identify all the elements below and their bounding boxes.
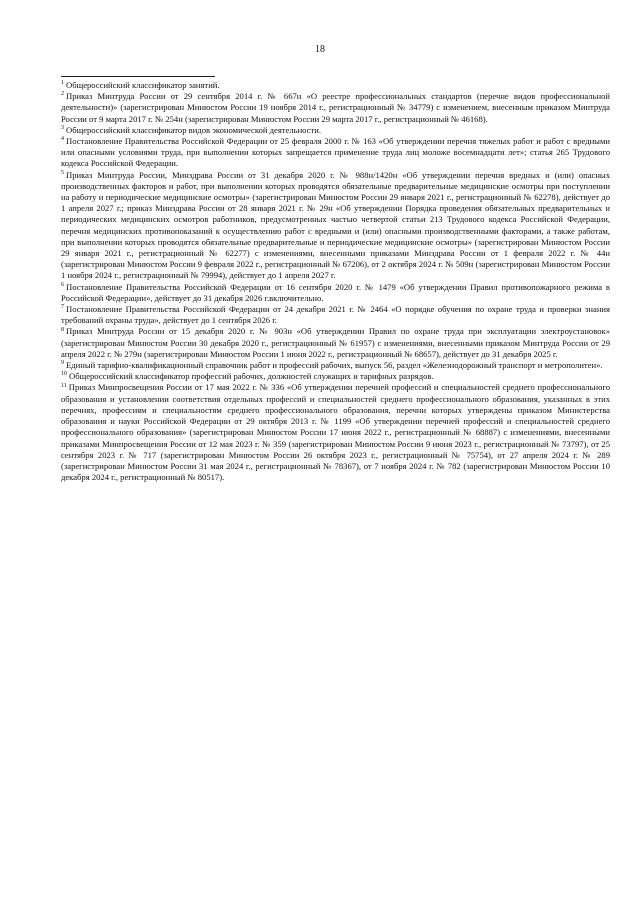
footnote-10 <box>61 371 610 382</box>
footnote-text: Постановление Правительства Российской Федерации от 24 декабря 2021 г. № 2464 «О порядке обучения по охране труда и проверки знания требований охраны труда», действует до 1 сентября 2026 г. <box>61 304 610 326</box>
footnote-3 <box>61 125 610 136</box>
footnote-text: Общероссийский классификатор видов экономической деятельности. <box>66 124 321 135</box>
footnote-5 <box>61 170 610 282</box>
footnote-11 <box>61 382 610 483</box>
footnote-number: 11 <box>61 382 67 389</box>
footnote-number: 7 <box>61 304 64 311</box>
footnote-number: 5 <box>61 169 64 176</box>
footnote-text: Постановление Правительства Российской Федерации от 16 сентября 2020 г. № 1479 «Об утверждении Правил противопожарного режима в Российской Федерации», действует до 31 декабря 2026 г.включительно. <box>61 281 610 303</box>
footnote-number: 9 <box>61 360 64 367</box>
footnote-6 <box>61 282 610 304</box>
footnote-text: Общероссийский классификатор профессий рабочих, должностей служащих и тарифных разрядов. <box>69 371 434 382</box>
footnote-separator <box>61 76 215 77</box>
footnote-text: Постановление Правительства Российской Федерации от 25 февраля 2000 г. № 163 «Об утверждении перечня тяжелых работ и работ с вредными или опасными условиями труда, при выполнении которых запрещается применение труда лиц моложе восемнадцати лет»; статья 265 Трудового кодекса Российской Федерации. <box>61 136 610 169</box>
footnote-text: Приказ Минтруда России от 15 декабря 2020 г. № 903н «Об утверждении Правил по охране труда при эксплуатации электроустановок» (зарегистрирован Минюстом России 30 декабря 2020 г., регистрационный № 61957) с изменениями, внесенными приказом Минтруда России от 29 апреля 2022 г. № 279н (зарегистрирован Минюстом России 1 июня 2022 г., регистрационный № 68657), действует до 31 декабря 2025 г. <box>61 326 610 359</box>
page-number: 18 <box>315 44 325 55</box>
footnote-text: Общероссийский классификатор занятий. <box>66 80 220 90</box>
footnote-9 <box>61 360 610 371</box>
footnote-text: Приказ Минтруда России от 29 сентября 2014 г. № 667н «О реестре профессиональных стандартов (перечне видов профессиональной деятельности)» (зарегистрирован Минюстом России 19 ноября 2014 г., регистрационный № 34779) с изменением, внесенным приказом Минтруда России от 9 марта 2017 г. № 254н (зарегистрирован Минюстом России 29 марта 2017 г., регистрационный № 46168). <box>61 91 610 124</box>
footnote-number: 1 <box>61 80 64 87</box>
footnote-number: 3 <box>61 124 64 131</box>
footnote-2 <box>61 91 610 125</box>
footnote-1 <box>61 80 610 91</box>
footnote-text: Приказ Минтруда России, Минздрава России от 31 декабря 2020 г. № 988н/1420н «Об утверждении перечня вредных и (или) опасных производственных факторов и работ, при выполнении которых проводятся обязательные предварительные медицинские осмотры при поступлении на работу и периодические медицинские осмотры» (зарегистрирован Минюстом России 29 января 2021 г., регистрационный № 62278), действует до 1 апреля 2027 г.; приказ Минздрава России от 28 января 2021 г. № 29н «Об утверждении Порядка проведения обязательных предварительных и периодических медицинских осмотров работников, предусмотренных частью четвертой статьи 213 Трудового кодекса Российской Федерации, перечня медицинских противопоказаний к осуществлению работ с вредными и (или) опасными производственными факторами, а также работам, при выполнении которых проводятся обязательные предварительные и периодические медицинские осмотры» (зарегистрирован Минюстом России 29 января 2021 г., регистрационный № 62277) с изменениями, внесенными приказами Минздрава России от 1 февраля 2022 г. № 44н (зарегистрирован Минюстом России 9 февраля 2022 г., регистрационный № 67206), от 2 октября 2024 г. № 509н (зарегистрирован Минюстом России 1 ноября 2024 г., регистрационный № 79994), действует до 1 апреля 2027 г. <box>61 169 610 281</box>
footnote-number: 10 <box>61 371 67 378</box>
footnote-8 <box>61 326 610 360</box>
footnote-text: Приказ Минпросвещения России от 17 мая 2022 г. № 336 «Об утверждении перечней профессий и специальностей среднего профессионального образования и установлении соответствия отдельных профессий и специальностей среднего профессионального образования, указанных в этих перечнях, профессиям и специальностям среднего профессионального образования, перечни которых утверждены приказом Министерства образования и науки Российской Федерации от 29 октября 2013 г. № 1199 «Об утверждении перечней профессий и специальностей среднего профессионального образования» (зарегистрирован Минюстом России 17 июня 2022 г., регистрационный № 68887) с изменениями, внесенными приказами Минпросвещения России от 12 мая 2023 г. № 359 (зарегистрирован Минюстом России 9 июня 2023 г., регистрационный № 73797), от 25 сентября 2023 г. № 717 (зарегистрирован Минюстом России 26 октября 2023 г., регистрационный № 75754), от 27 апреля 2024 г. № 289 (зарегистрирован Минюстом России 31 мая 2024 г., регистрационный № 78367), от 7 ноября 2024 г. № 782 (зарегистрирован Минюстом России 10 декабря 2024 г., регистрационный № 80517). <box>61 382 610 483</box>
footnote-number: 6 <box>61 281 64 288</box>
footnote-4 <box>61 136 610 170</box>
footnotes-list <box>61 80 610 483</box>
footnote-number: 2 <box>61 91 64 98</box>
footnote-number: 4 <box>61 136 64 143</box>
footnote-7 <box>61 304 610 326</box>
footnote-text: Единый тарифно-квалификационный справочник работ и профессий рабочих, выпуск 56, раздел «Железнодорожный транспорт и метрополитен». <box>66 360 603 371</box>
footnote-number: 8 <box>61 326 64 333</box>
